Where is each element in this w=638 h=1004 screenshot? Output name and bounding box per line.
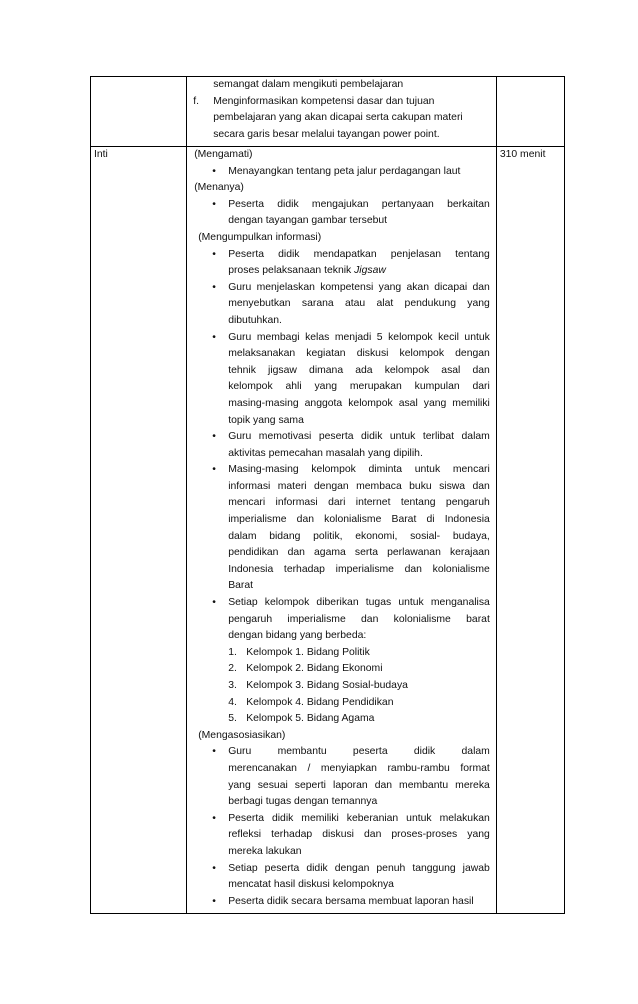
text-line <box>228 263 490 280</box>
text-line: refleksi terhadap diskusi dan proses-proses yang <box>228 829 490 841</box>
bullet-icon: • <box>212 281 216 293</box>
text-line: semangat dalam mengikuti pembelajaran <box>213 79 404 90</box>
text-line: topik yang sama <box>228 414 304 426</box>
stage-label: Inti <box>94 149 108 160</box>
text-line: pendidikan dan agama serta perlawanan kerajaan <box>228 547 490 559</box>
bullet-icon: • <box>212 165 216 177</box>
item-number: 3. <box>228 680 237 691</box>
text-line: pembelajaran yang akan dicapai serta cakupan materi <box>213 112 463 124</box>
text-line: dalam bidang politik, ekonomi, sosial- budaya, <box>228 530 490 542</box>
bullet-icon: • <box>212 198 216 210</box>
bullet-text <box>228 811 490 861</box>
text-line: Guru menjelaskan kompetensi yang akan dicapai dan <box>228 281 490 293</box>
list-marker: f. <box>193 95 199 107</box>
list-item-f <box>190 94 493 144</box>
item-text: Kelompok 4. Bidang Pendidikan <box>246 696 394 708</box>
bullet-text <box>228 330 490 430</box>
bullet-icon: • <box>212 812 216 824</box>
text-line: mencari informasi dari internet tentang pengaruh <box>228 497 490 509</box>
text-line: menyebutkan sarana atau alat pendukung yang <box>228 298 490 310</box>
bullet-icon: • <box>212 431 216 443</box>
text-line: masing-masing anggota kelompok asal yang memiliki <box>228 397 490 409</box>
bullet-text <box>228 744 490 810</box>
text-line: yang sesuai seperti laporan dan membantu mereka <box>228 779 490 791</box>
numbered-item <box>190 711 493 728</box>
bullet-item <box>190 330 493 430</box>
text-line: Indonesia terhadap imperialisme dan kolonialisme <box>228 563 490 575</box>
bullet-text <box>228 462 490 595</box>
text-line: Menginformasikan kompetensi dasar dan tujuan <box>213 95 435 107</box>
bullet-icon: • <box>212 746 216 758</box>
bullet-item <box>190 595 493 645</box>
bullet-text <box>228 197 490 230</box>
text-line: dengan tayangan gambar tersebut <box>228 215 388 227</box>
text-line: kelompok ahli yang merupakan kumpulan dari <box>228 381 490 393</box>
phase-heading: (Menanya) <box>194 182 244 194</box>
text-line: mereka lakukan <box>228 845 302 857</box>
text-line: Peserta didik memiliki keberanian untuk melakukan <box>228 812 490 824</box>
text-line: informasi materi dengan membaca buku siswa dan <box>228 480 490 492</box>
item-text: Kelompok 1. Bidang Politik <box>246 646 370 658</box>
bullet-text <box>228 164 490 181</box>
bullet-item <box>190 462 493 595</box>
text-line: secara garis besar melalui tayangan power point. <box>213 128 440 140</box>
bullet-text <box>228 429 490 462</box>
bullet-icon: • <box>212 895 216 907</box>
bullet-text <box>228 894 490 911</box>
phase-heading: (Mengamati) <box>194 149 253 160</box>
emphasis-word: Jigsaw <box>354 265 386 277</box>
text-line: Guru membantu peserta didik dalam <box>228 746 490 758</box>
phase-heading: (Mengumpulkan informasi) <box>198 231 322 243</box>
table-row-continuation <box>91 77 565 147</box>
text-line: Setiap kelompok diberikan tugas untuk menganalisa <box>228 597 490 609</box>
lesson-plan-table <box>90 76 565 914</box>
stage-cell <box>91 147 187 914</box>
text-line: melaksanakan kegiatan diskusi kelompok dengan <box>228 348 490 360</box>
bullet-icon: • <box>212 331 216 343</box>
text-line-part: proses pelaksanaan teknik <box>228 265 355 277</box>
text-line: tehnik jigsaw dimana ada kelompok asal dan <box>228 364 490 376</box>
text-line: Barat <box>228 580 254 592</box>
item-number: 2. <box>228 663 237 675</box>
text-line: imperialisme dan kolonialisme Barat di Indonesia <box>228 514 490 526</box>
stage-cell-empty <box>91 77 187 147</box>
bullet-icon: • <box>212 597 216 609</box>
item-text: Kelompok 2. Bidang Ekonomi <box>246 663 383 675</box>
text-line: Setiap peserta didik dengan penuh tanggung jawab <box>228 862 490 874</box>
time-allocation: 310 menit <box>499 149 546 160</box>
text-line: Peserta didik mengajukan pertanyaan berkaitan <box>228 198 490 210</box>
numbered-item <box>190 661 493 678</box>
bullet-text <box>228 595 490 645</box>
bullet-item <box>190 280 493 330</box>
bullet-icon: • <box>212 248 216 260</box>
bullet-text <box>228 861 490 894</box>
numbered-item <box>190 695 493 712</box>
bullet-item <box>190 861 493 894</box>
text-line: mencatat hasil diskusi kelompoknya <box>228 879 394 891</box>
text-line: berbagi tugas dengan temannya <box>228 796 378 808</box>
activity-cell-continuation <box>187 77 497 147</box>
bullet-text <box>228 280 490 330</box>
text-line: pengaruh imperialisme dan kolonialisme barat <box>228 613 490 625</box>
list-item-text <box>213 94 463 144</box>
bullet-item <box>190 247 493 280</box>
bullet-item <box>190 894 493 911</box>
text-line: dibutuhkan. <box>228 314 282 326</box>
text-line: aktivitas pemecahan masalah yang dipilih. <box>228 447 423 459</box>
phase-heading: (Mengasosiasikan) <box>198 729 286 741</box>
item-text: Kelompok 3. Bidang Sosial-budaya <box>246 680 408 691</box>
text-line: merencanakan / menyiapkan rambu-rambu format <box>228 762 490 774</box>
bullet-item <box>190 811 493 861</box>
bullet-item <box>190 744 493 810</box>
text-line: Guru memotivasi peserta didik untuk terlibat dalam <box>228 431 490 443</box>
item-number: 4. <box>228 696 237 708</box>
bullet-item <box>190 164 493 181</box>
numbered-item <box>190 678 493 695</box>
bullet-item <box>190 429 493 462</box>
bullet-item <box>190 197 493 230</box>
item-number: 5. <box>228 713 237 725</box>
activity-cell <box>187 147 497 914</box>
text-line: Masing-masing kelompok diminta untuk mencari <box>228 464 490 476</box>
bullet-icon: • <box>212 862 216 874</box>
item-text: Kelompok 5. Bidang Agama <box>246 713 375 725</box>
item-number: 1. <box>228 646 237 658</box>
numbered-item <box>190 645 493 662</box>
text-line: Menayangkan tentang peta jalur perdagangan laut <box>228 165 461 177</box>
table-row-inti <box>91 147 565 914</box>
text-line: Peserta didik secara bersama membuat laporan hasil <box>228 895 474 907</box>
bullet-text <box>228 247 490 280</box>
bullet-icon: • <box>212 464 216 476</box>
time-cell-empty <box>496 77 564 147</box>
text-line: dengan bidang yang berbeda: <box>228 630 367 642</box>
text-line: Guru membagi kelas menjadi 5 kelompok kecil untuk <box>228 331 490 343</box>
time-cell <box>496 147 564 914</box>
text-line: Peserta didik mendapatkan penjelasan tentang <box>228 248 490 260</box>
